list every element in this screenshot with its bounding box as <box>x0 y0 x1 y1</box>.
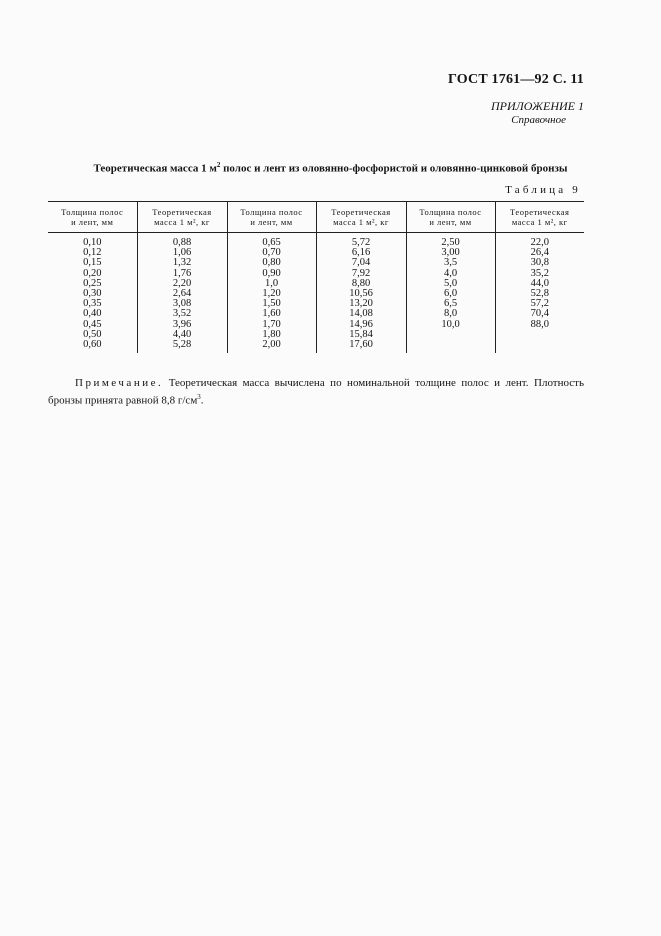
table-cell: 1,70 <box>262 318 281 330</box>
table-cell: 0,65 <box>262 237 281 248</box>
table-cell: 15,84 <box>349 328 373 340</box>
table-cell: 0,35 <box>83 298 102 310</box>
table-cell: 0,90 <box>262 267 281 279</box>
title-post: полос и лент из оловянно-фосфористой и оловянно-цинковой бронзы <box>220 162 568 175</box>
note-end: . <box>200 394 204 407</box>
table-column <box>227 233 316 354</box>
table-row <box>48 233 584 354</box>
table-cell: 0,10 <box>83 237 102 248</box>
header-mass: Теоретическая масса 1 м², кг <box>137 202 227 233</box>
table-cell: 5,0 <box>443 277 458 289</box>
title-pre: Теоретическая масса 1 м <box>93 162 217 175</box>
table-cell: 0,80 <box>262 257 281 269</box>
table-cell: 0,15 <box>83 257 102 269</box>
table-cell: 8,0 <box>443 308 458 320</box>
table-cell: 2,00 <box>262 338 281 350</box>
table-cell: 0,88 <box>172 237 192 248</box>
mass-table <box>48 201 584 353</box>
table-cell: 0,20 <box>83 267 102 279</box>
table-number: Таблица 9 <box>505 184 581 196</box>
table-cell: 44,0 <box>530 277 549 289</box>
table-column <box>137 233 227 354</box>
table-title <box>0 161 661 175</box>
table-note <box>48 376 584 408</box>
table-header-row <box>48 202 584 233</box>
title-sup: 2 <box>216 161 221 169</box>
table-cell: 1,80 <box>262 328 281 340</box>
table-cell: 1,20 <box>262 287 281 299</box>
table-cell: 0,70 <box>262 247 281 259</box>
table-cell: 3,52 <box>172 308 192 320</box>
table-cell: 1,76 <box>172 267 192 279</box>
note-text: Теоретическая масса вычислена по номинальной толщине полос и лент. Плотность бронзы принята равной 8,8 г/см <box>48 377 584 407</box>
table-cell: 0,40 <box>83 308 102 320</box>
table-cell: 1,0 <box>264 277 279 289</box>
table-cell: 7,92 <box>351 267 371 279</box>
table-cell: 70,4 <box>530 308 549 320</box>
table-cell: 3,00 <box>441 247 460 259</box>
table-cell: 14,08 <box>349 308 373 320</box>
table-cell: 4,40 <box>172 328 192 340</box>
note-sup: 3 <box>197 393 201 401</box>
table-column <box>406 233 495 354</box>
table-cell: 4,0 <box>443 267 458 279</box>
header-mass: Теоретическая масса 1 м², кг <box>495 202 584 233</box>
table-cell: 1,50 <box>262 298 281 310</box>
table-cell: 0,12 <box>83 247 102 259</box>
table-cell: 0,60 <box>83 338 102 350</box>
header-thickness: Толщина полос и лент, мм <box>227 202 316 233</box>
table-cell: 1,32 <box>172 257 192 269</box>
table-cell: 0,25 <box>83 277 102 289</box>
table-column <box>316 233 406 354</box>
table-cell: 52,8 <box>530 287 549 299</box>
table-cell: 2,20 <box>172 277 192 289</box>
table-cell: 1,60 <box>262 308 281 320</box>
table-cell: 35,2 <box>530 267 549 279</box>
table-cell: 5,72 <box>351 237 371 248</box>
appendix-label: ПРИЛОЖЕНИЕ 1 <box>491 99 584 113</box>
note-label: Примечание. <box>75 377 164 389</box>
table-cell: 6,16 <box>351 247 371 259</box>
table-cell: 10,0 <box>441 318 460 330</box>
table-cell: 0,45 <box>83 318 102 330</box>
header-mass: Теоретическая масса 1 м², кг <box>316 202 406 233</box>
table-cell: 2,64 <box>172 287 192 299</box>
table-cell: 3,08 <box>172 298 192 310</box>
table-cell: 13,20 <box>349 298 373 310</box>
header-thickness: Толщина полос и лент, мм <box>406 202 495 233</box>
table-cell: 6,0 <box>443 287 458 299</box>
table-cell: 17,60 <box>349 338 373 350</box>
table-cell: 22,0 <box>530 237 549 248</box>
table-cell: 5,28 <box>172 338 192 350</box>
table-cell: 8,80 <box>351 277 371 289</box>
appendix-type: Справочное <box>511 114 566 126</box>
table-cell: 88,0 <box>530 318 549 330</box>
table-cell: 14,96 <box>349 318 373 330</box>
table-cell: 57,2 <box>530 298 549 310</box>
header-thickness: Толщина полос и лент, мм <box>48 202 137 233</box>
appendix-block <box>491 99 584 126</box>
table-cell: 7,04 <box>351 257 371 269</box>
table-cell: 10,56 <box>349 287 373 299</box>
table-cell: 0,30 <box>83 287 102 299</box>
table-cell: 3,5 <box>443 257 458 269</box>
table-cell: 2,50 <box>441 237 460 248</box>
table-cell: 30,8 <box>530 257 549 269</box>
table-cell: 6,5 <box>443 298 458 310</box>
table-column <box>48 233 137 354</box>
table-cell: 26,4 <box>530 247 549 259</box>
table-cell: 0,50 <box>83 328 102 340</box>
table-cell: 3,96 <box>172 318 192 330</box>
document-code: ГОСТ 1761—92 С. 11 <box>447 72 584 87</box>
table-column <box>495 233 584 354</box>
table-cell: 1,06 <box>172 247 192 259</box>
